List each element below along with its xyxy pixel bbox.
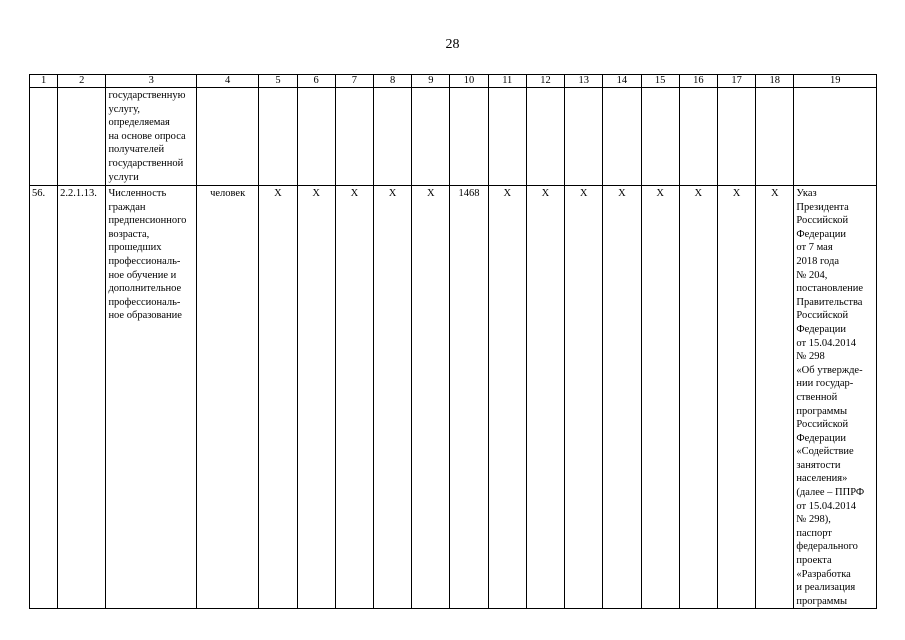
- cell-text-line: ственной: [796, 391, 838, 403]
- cell-text-line: постановление: [796, 283, 864, 295]
- cell-text-line: № 204,: [796, 269, 828, 281]
- column-number-cell: 10: [450, 75, 488, 88]
- cell-text-line: профессиональ-: [108, 255, 181, 267]
- cell-text-line: возраста,: [108, 228, 150, 240]
- value-cell: [335, 88, 373, 186]
- cell-text-line: на основе опроса: [108, 130, 186, 142]
- indicator-name-cell: [106, 186, 197, 609]
- indicator-name-cell: [106, 88, 197, 186]
- cell-text-line: нии государ-: [796, 378, 854, 390]
- value-cell: [641, 88, 679, 186]
- value-cell: Х: [526, 186, 564, 609]
- cell-text-line: населения»: [796, 473, 848, 485]
- cell-text-line: проекта: [796, 555, 832, 567]
- cell-text-line: «Содействие: [796, 446, 854, 458]
- cell-text-line: Правительства: [796, 296, 863, 308]
- column-number-cell: 9: [412, 75, 450, 88]
- value-cell: [373, 88, 411, 186]
- column-number-cell: 12: [526, 75, 564, 88]
- column-number-cell: 1: [30, 75, 58, 88]
- value-cell: Х: [565, 186, 603, 609]
- column-number-row: [30, 75, 877, 88]
- value-cell: Х: [373, 186, 411, 609]
- cell-text-line: федерального: [796, 541, 858, 553]
- indicators-table: [29, 74, 877, 609]
- cell-text-line: Указ: [796, 188, 817, 199]
- cell-text-line: ное образование: [108, 310, 182, 322]
- cell-text-line: Федерации: [796, 323, 846, 335]
- cell-text-line: Численность: [108, 188, 167, 199]
- cell-text-line: (далее – ППРФ: [796, 487, 865, 499]
- column-number-cell: 15: [641, 75, 679, 88]
- cell-text-line: 2018 года: [796, 255, 840, 267]
- legal-basis-cell: [794, 88, 877, 186]
- value-cell: Х: [717, 186, 755, 609]
- value-cell: [717, 88, 755, 186]
- cell-text-line: определяемая: [108, 117, 170, 129]
- value-cell: [565, 88, 603, 186]
- column-number-cell: 2: [58, 75, 106, 88]
- cell-text-line: Федерации: [796, 432, 846, 444]
- cell-text-line: Российской: [796, 215, 849, 227]
- value-cell: Х: [603, 186, 641, 609]
- indicator-code-cell: [58, 88, 106, 186]
- value-cell: Х: [641, 186, 679, 609]
- cell-text-line: получателей: [108, 144, 165, 156]
- column-number-cell: 19: [794, 75, 877, 88]
- cell-text-line: государственную: [108, 90, 186, 101]
- value-cell: [679, 88, 717, 186]
- column-number-cell: 8: [373, 75, 411, 88]
- cell-text-line: № 298),: [796, 514, 831, 526]
- table-row: [30, 186, 877, 609]
- value-cell: Х: [259, 186, 297, 609]
- column-number-cell: 13: [565, 75, 603, 88]
- value-cell: [450, 88, 488, 186]
- cell-text-line: Федерации: [796, 228, 846, 240]
- cell-text-line: Президента: [796, 201, 849, 213]
- page-number: 28: [445, 37, 460, 52]
- value-cell: [412, 88, 450, 186]
- cell-text-line: Российской: [796, 310, 849, 322]
- table-row: [30, 88, 877, 186]
- cell-text-line: граждан: [108, 201, 146, 213]
- value-cell: Х: [756, 186, 794, 609]
- cell-text-line: «Об утвержде-: [796, 364, 863, 376]
- cell-text-line: государственной: [108, 157, 184, 169]
- cell-text-line: паспорт: [796, 527, 832, 539]
- unit-cell: [196, 88, 258, 186]
- column-number-cell: 4: [196, 75, 258, 88]
- value-cell: Х: [297, 186, 335, 609]
- value-cell: Х: [488, 186, 526, 609]
- cell-text-line: программы: [796, 595, 848, 607]
- cell-text-line: «Разработка: [796, 568, 851, 580]
- column-number-cell: 7: [335, 75, 373, 88]
- row-number-cell: [30, 88, 58, 186]
- value-cell: Х: [335, 186, 373, 609]
- column-number-cell: 14: [603, 75, 641, 88]
- column-number-cell: 17: [717, 75, 755, 88]
- row-number-cell: 56.: [30, 186, 58, 609]
- value-cell: [756, 88, 794, 186]
- cell-text-line: № 298: [796, 351, 825, 363]
- cell-text-line: программы: [796, 405, 848, 417]
- indicator-code-cell: 2.2.1.13.: [58, 186, 106, 609]
- value-cell: [297, 88, 335, 186]
- value-cell: Х: [679, 186, 717, 609]
- value-cell: [526, 88, 564, 186]
- cell-text-line: прошедших: [108, 242, 162, 254]
- unit-cell: человек: [196, 186, 258, 609]
- cell-text-line: и реализация: [796, 582, 856, 594]
- column-number-cell: 18: [756, 75, 794, 88]
- column-number-cell: 11: [488, 75, 526, 88]
- column-number-cell: 6: [297, 75, 335, 88]
- value-cell: 1468: [450, 186, 488, 609]
- cell-text-line: предпенсионного: [108, 215, 187, 227]
- cell-text-line: профессиональ-: [108, 296, 181, 308]
- cell-text-line: услуги: [108, 171, 139, 183]
- value-cell: Х: [412, 186, 450, 609]
- value-cell: [603, 88, 641, 186]
- column-number-cell: 3: [106, 75, 197, 88]
- cell-text-line: ное обучение и: [108, 269, 177, 281]
- column-number-cell: 5: [259, 75, 297, 88]
- legal-basis-cell: [794, 186, 877, 609]
- cell-text-line: Российской: [796, 419, 849, 431]
- value-cell: [259, 88, 297, 186]
- cell-text-line: от 7 мая: [796, 242, 833, 254]
- cell-text-line: от 15.04.2014: [796, 500, 856, 512]
- cell-text-line: дополнительное: [108, 283, 182, 295]
- value-cell: [488, 88, 526, 186]
- cell-text-line: от 15.04.2014: [796, 337, 856, 349]
- column-number-cell: 16: [679, 75, 717, 88]
- cell-text-line: занятости: [796, 459, 841, 471]
- cell-text-line: услугу,: [108, 103, 140, 115]
